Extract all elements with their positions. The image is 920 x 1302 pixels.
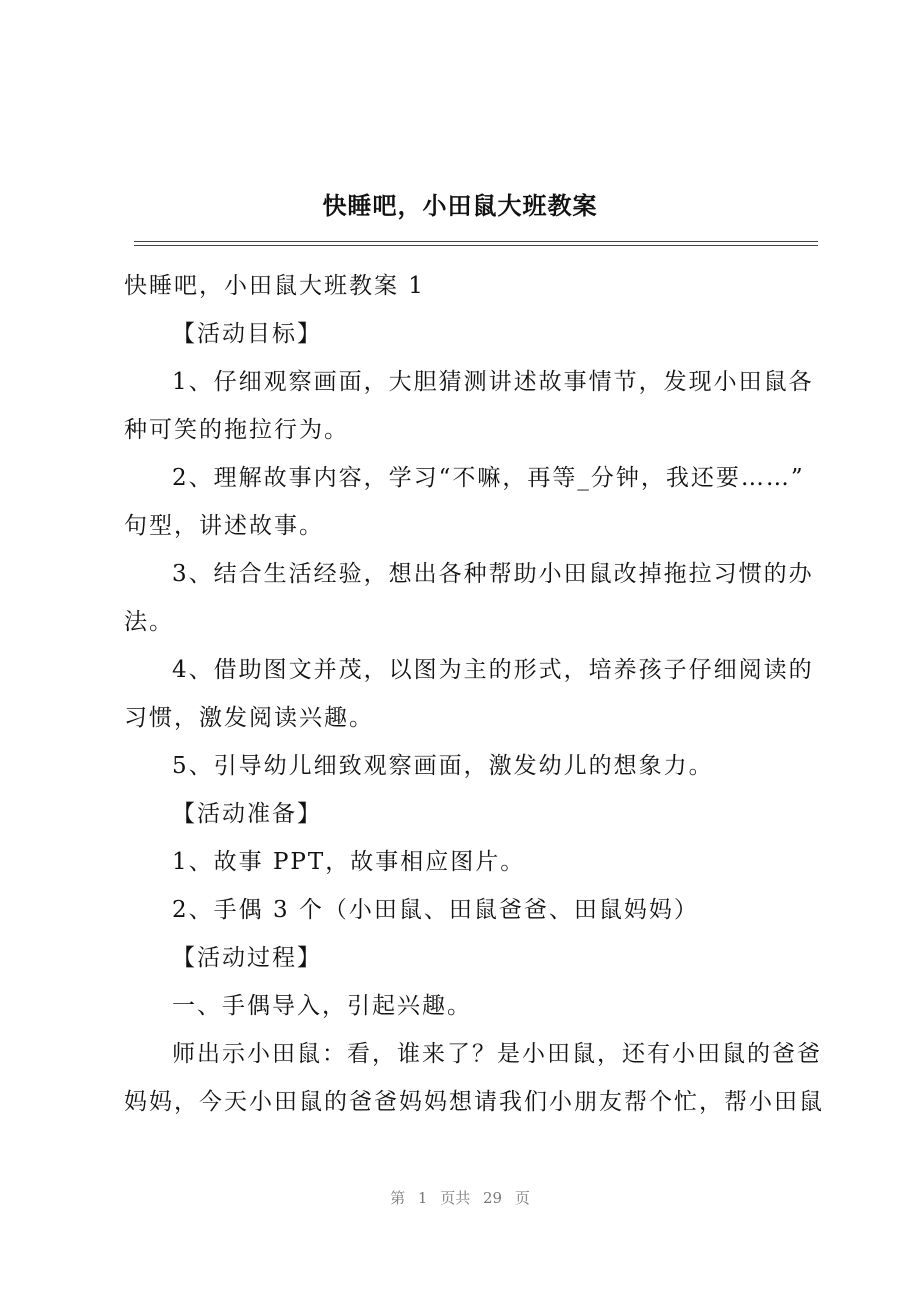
paragraph: 4、借助图文并茂，以图为主的形式，培养孩子仔细阅读的	[172, 657, 814, 683]
paragraph: 3、结合生活经验，想出各种帮助小田鼠改掉拖拉习惯的办	[172, 561, 814, 587]
paragraph: 1、仔细观察画面，大胆猜测讲述故事情节，发现小田鼠各	[172, 369, 814, 395]
subheading-process: 【活动过程】	[172, 945, 322, 971]
section-heading: 快睡吧，小田鼠大班教案 1	[124, 273, 425, 299]
paragraph-continuation: 句型，讲述故事。	[124, 513, 324, 539]
paragraph: 1、故事 PPT，故事相应图片。	[172, 849, 526, 875]
paragraph-continuation: 妈妈，今天小田鼠的爸爸妈妈想请我们小朋友帮个忙，帮小田鼠	[124, 1089, 824, 1115]
title-divider-top	[134, 241, 818, 242]
paragraph-continuation: 习惯，激发阅读兴趣。	[124, 705, 374, 731]
page-number: 第 1 页共 29 页	[390, 1189, 530, 1207]
paragraph: 2、手偶 3 个（小田鼠、田鼠爸爸、田鼠妈妈）	[172, 897, 699, 923]
title-divider-bottom	[134, 245, 818, 246]
paragraph: 2、理解故事内容，学习“不嘛，再等_分钟，我还要……”	[172, 465, 805, 491]
document-title: 快睡吧，小田鼠大班教案	[322, 191, 598, 220]
paragraph-continuation: 法。	[124, 609, 174, 635]
paragraph: 5、引导幼儿细致观察画面，激发幼儿的想象力。	[172, 753, 714, 779]
subheading-preparation: 【活动准备】	[172, 801, 322, 827]
subheading-goals: 【活动目标】	[172, 321, 322, 347]
paragraph: 师出示小田鼠：看，谁来了？是小田鼠，还有小田鼠的爸爸	[172, 1041, 822, 1067]
paragraph-continuation: 种可笑的拖拉行为。	[124, 417, 349, 443]
paragraph: 一、手偶导入，引起兴趣。	[172, 993, 472, 1019]
document-body	[124, 262, 824, 1126]
